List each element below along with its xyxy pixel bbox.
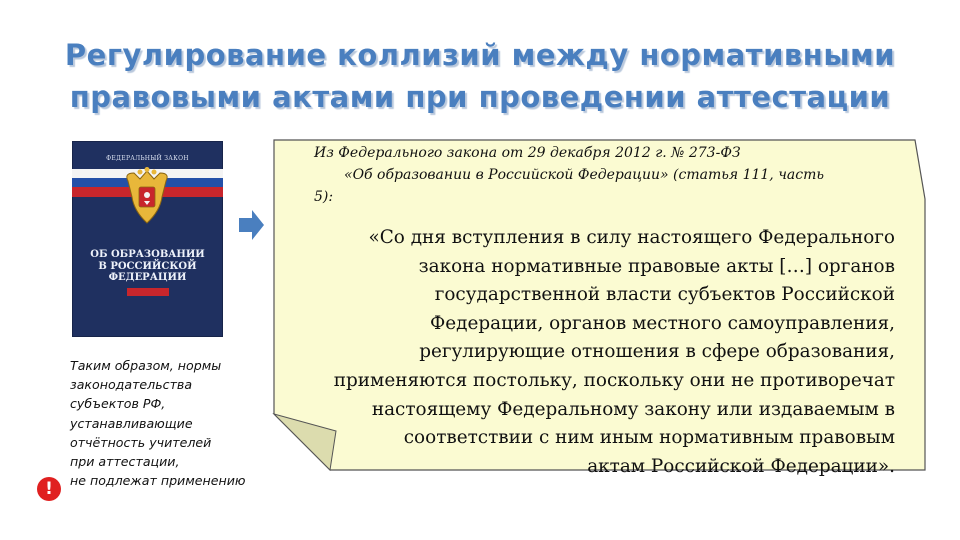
quote-line: регулирующие отношения в сфере образования, <box>419 341 895 363</box>
quote-line: государственной власти субъектов Российской <box>434 284 895 306</box>
arrow-right-icon <box>237 208 265 242</box>
law-source-citation <box>314 142 894 208</box>
citation-line-1: Из Федерального закона от 29 декабря 2012 г. № 273-ФЗ <box>314 145 741 161</box>
slide-title <box>0 34 960 118</box>
conclusion-line: не подлежат применению <box>70 473 246 489</box>
book-title-line-1: ОБ ОБРАЗОВАНИИ <box>90 249 205 260</box>
conclusion-line: Таким образом, нормы <box>70 358 222 373</box>
book-title-line-2: В РОССИЙСКОЙ <box>98 260 197 272</box>
coat-of-arms-icon <box>120 167 174 227</box>
warning-icon: ! <box>37 477 61 501</box>
quote-line: «Со дня вступления в силу настоящего Федерального <box>368 227 895 248</box>
citation-line-3: 5): <box>314 189 334 205</box>
conclusion-note <box>70 356 290 490</box>
conclusion-line: законодательства <box>70 377 193 393</box>
book-title-line-3: ФЕДЕРАЦИИ <box>108 272 187 283</box>
quote-line: актам Российской Федерации». <box>587 455 895 477</box>
law-book-cover <box>72 141 223 337</box>
book-title <box>72 249 223 284</box>
slide-title-line-2: правовыми актами при проведении аттестации <box>69 80 891 114</box>
conclusion-line: отчётность учителей <box>70 434 212 450</box>
book-header-text: ФЕДЕРАЛЬНЫЙ ЗАКОН <box>106 155 189 162</box>
quote-line: настоящему Федеральному закону или издаваемым в <box>371 398 895 420</box>
conclusion-line: устанавливающие <box>70 415 193 431</box>
conclusion-line: субъектов РФ, <box>70 396 166 412</box>
citation-line-2: «Об образовании в Российской Федерации» (статья 111, часть <box>344 167 824 183</box>
slide-title-line-1: Регулирование коллизий между нормативными <box>64 38 896 72</box>
book-red-label <box>127 288 169 296</box>
quote-line: применяются постольку, поскольку они не противоречат <box>333 369 895 391</box>
conclusion-line: при аттестации, <box>70 454 180 470</box>
quote-line: Федерации, органов местного самоуправления, <box>430 312 895 334</box>
law-quote-text <box>306 224 895 481</box>
quote-line: соответствии с ним иным нормативным правовым <box>403 427 895 449</box>
quote-line: закона нормативные правовые акты […] органов <box>418 255 895 277</box>
